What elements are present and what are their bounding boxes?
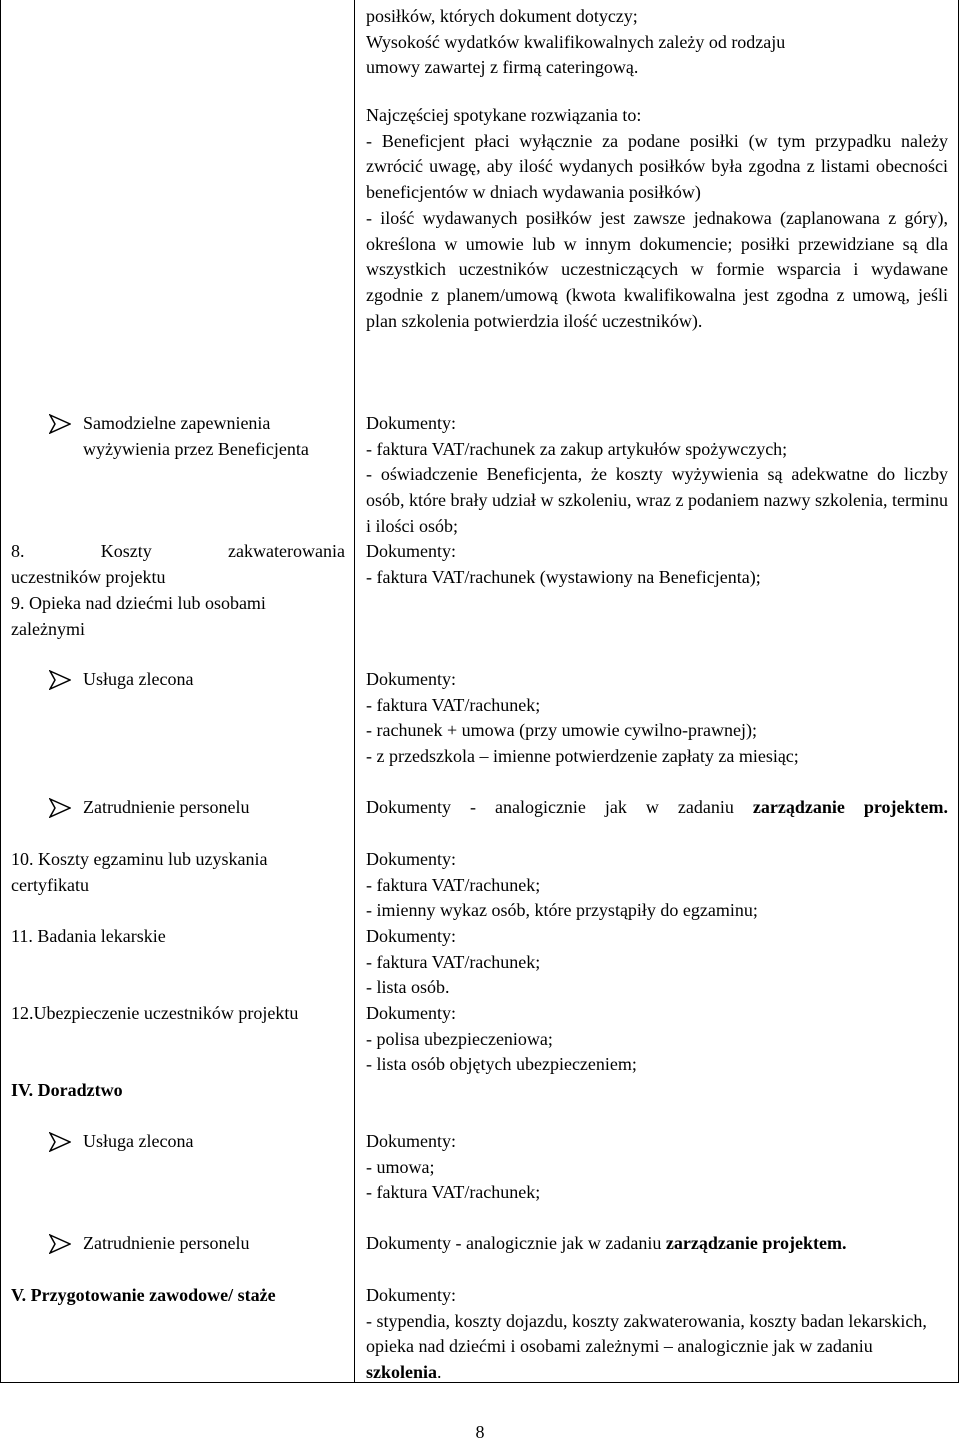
solutions-block [366, 103, 948, 334]
docs-title: Dokumenty: [366, 849, 456, 869]
accommodation-docs [366, 539, 948, 590]
doc-item: - faktura VAT/rachunek; [366, 951, 541, 972]
docs-analog-bold: zarządzanie projektem. [752, 797, 948, 817]
docs-title: Dokumenty: [366, 541, 456, 561]
docs-title: Dokumenty: [366, 1131, 456, 1151]
internships-docs-text: - stypendia, koszty dojazdu, koszty zakwaterowania, koszty badan lekarskich, opieka nad dziećmi i osobami zależnymi – analogicznie jak w zadaniu [366, 1310, 927, 1357]
intro-line: umowy zawartej z firmą cateringową. [366, 57, 639, 78]
doc-item: - polisa ubezpieczeniowa; [366, 1028, 553, 1049]
docs-title: Dokumenty: [366, 413, 456, 433]
childcare-staff-label: Zatrudnienie personelu [83, 797, 250, 817]
docs-analog-prefix: Dokumenty - analogicznie jak w zadaniu [366, 1233, 662, 1253]
docs-analog-text [366, 795, 948, 821]
intro-line: posiłków, których dokument dotyczy; [366, 6, 638, 26]
insurance-docs [366, 1001, 948, 1078]
table-border-right [958, 0, 959, 1383]
docs-title: Dokumenty: [366, 926, 456, 946]
arrow-bullet-icon [49, 414, 71, 434]
advisory-outsourced-label: Usługa zlecona [83, 1131, 194, 1151]
doc-item: - faktura VAT/rachunek za zakup artykułów spożywczych; [366, 438, 788, 459]
doc-item: - oświadczenie Beneficjenta, że koszty wyżywienia są adekwatne do liczby osób, które brały udział w szkoleniu, wraz z podaniem nazwy szkolenia, terminu i ilości osób; [366, 464, 948, 536]
insurance-label: 12.Ubezpieczenie uczestników projektu [11, 1003, 299, 1023]
docs-analog-bold: zarządzanie projektem. [665, 1233, 847, 1253]
doc-item: - z przedszkola – imienne potwierdzenie zapłaty za miesiąc; [366, 746, 799, 767]
internships-label: V. Przygotowanie zawodowe/ staże [11, 1285, 276, 1305]
medical-docs [366, 924, 948, 1001]
doc-item: - faktura VAT/rachunek; [366, 694, 541, 715]
table-border-left [0, 0, 1, 1383]
doc-item: - lista osób objętych ubezpieczeniem; [366, 1054, 637, 1075]
doc-item [366, 1309, 948, 1386]
doc-item: - imienny wykaz osób, które przystąpiły do egzaminu; [366, 900, 758, 921]
childcare-outsourced-docs [366, 667, 948, 770]
childcare-label: 9. Opieka nad dziećmi lub osobami zależnymi [11, 593, 266, 639]
exam-docs [366, 847, 948, 924]
arrow-bullet-icon [49, 1132, 71, 1152]
advisory-staff-docs [366, 1231, 948, 1257]
docs-title: Dokumenty: [366, 1285, 456, 1305]
internships-docs [366, 1283, 948, 1386]
docs-title: Dokumenty: [366, 669, 456, 689]
medical-label: 11. Badania lekarskie [11, 926, 166, 946]
internships-docs-bold: szkolenia [366, 1362, 438, 1383]
doc-item: - umowa; [366, 1156, 435, 1177]
childcare-outsourced-label: Usługa zlecona [83, 669, 194, 689]
advisory-staff-label: Zatrudnienie personelu [83, 1233, 250, 1253]
accommodation-label: 8. Koszty zakwaterowania [11, 541, 345, 561]
doc-item: - faktura VAT/rachunek; [366, 874, 541, 895]
solutions-item-1: - Beneficjent płaci wyłącznie za podane posiłki (w tym przypadku należy zwrócić uwagę, aby ilość wydanych posiłków była zgodna z listami obecności beneficjentów w dniach wydawania posiłków) [366, 130, 948, 203]
docs-title: Dokumenty: [366, 1003, 456, 1023]
intro-text [366, 4, 948, 81]
arrow-bullet-icon [49, 670, 71, 690]
intro-line: Wysokość wydatków kwalifikowalnych zależy od rodzaju [366, 31, 786, 52]
self-catering-label: Samodzielne zapewnienia wyżywienia przez Beneficjenta [83, 413, 309, 459]
accommodation-label-cont: uczestników projektu [11, 566, 166, 587]
advisory-label: IV. Doradztwo [11, 1080, 123, 1100]
arrow-bullet-icon [49, 1234, 71, 1254]
self-catering-docs [366, 411, 948, 540]
doc-item: - lista osób. [366, 977, 450, 998]
doc-item: - rachunek + umowa (przy umowie cywilno-prawnej); [366, 720, 758, 741]
internships-docs-end: . [437, 1362, 442, 1383]
solutions-heading: Najczęściej spotykane rozwiązania to: [366, 105, 642, 125]
table-column-divider [354, 0, 355, 1383]
arrow-bullet-icon [49, 798, 71, 818]
advisory-outsourced-docs [366, 1129, 948, 1206]
page-number: 8 [475, 1422, 485, 1442]
doc-item: - faktura VAT/rachunek (wystawiony na Beneficjenta); [366, 566, 761, 587]
childcare-staff-docs [366, 795, 948, 821]
solutions-item-2: - ilość wydawanych posiłków jest zawsze jednakowa (zaplanowana z góry), określona w umowie lub w innym dokumencie; posiłki przewidziane są dla wszystkich uczestników uczestniczących w formie wsparcia i wydawane zgodnie z planem/umową (kwota kwalifikowalna jest zgodna z umową, jeśli plan szkolenia potwierdzia ilość uczestników). [366, 207, 948, 331]
doc-item: - faktura VAT/rachunek; [366, 1182, 541, 1203]
exam-label: 10. Koszty egzaminu lub uzyskania certyfikatu [11, 849, 268, 895]
accommodation-label-block [11, 539, 345, 590]
docs-analog-prefix: Dokumenty - analogicznie jak w zadaniu [366, 797, 734, 817]
docs-analog-text [366, 1231, 948, 1257]
